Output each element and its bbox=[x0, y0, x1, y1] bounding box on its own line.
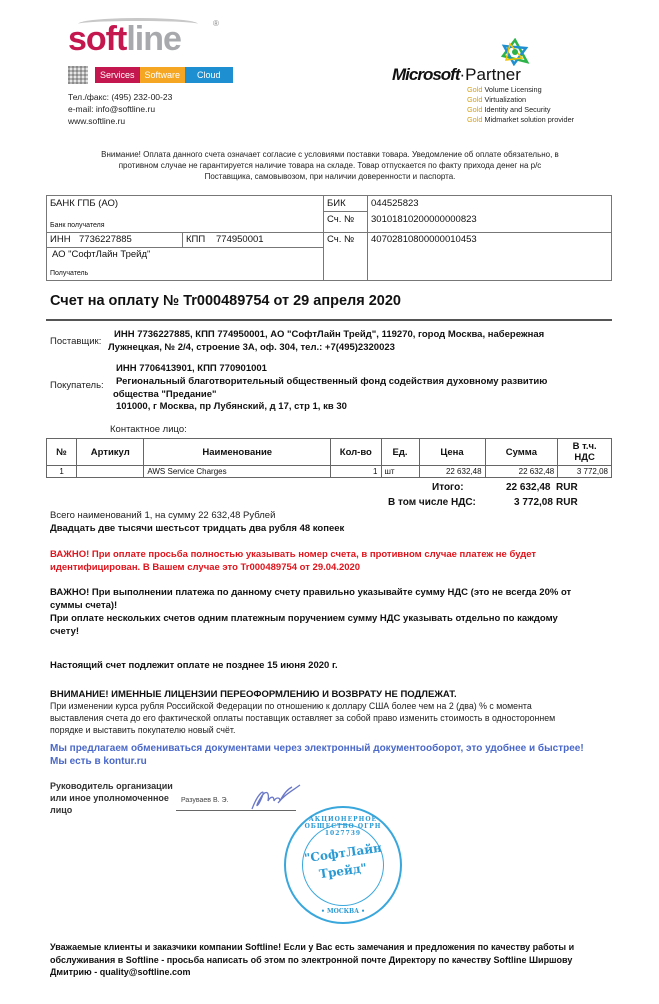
cell-sum: 22 632,48 bbox=[485, 466, 558, 478]
corr-account-value: 30101810200000000823 bbox=[371, 214, 477, 225]
supplier-label: Поставщик: bbox=[50, 336, 102, 347]
competency-item: Gold Midmarket solution provider bbox=[467, 115, 575, 124]
stamp-center-2: Трейд" bbox=[318, 860, 368, 882]
signatory-role: Руководитель организации или иное уполномоченное лицо bbox=[50, 781, 173, 815]
invoice-title: Счет на оплату № Tr000489754 от 29 апреля 2020 bbox=[50, 293, 401, 309]
vat-warning-4: счету! bbox=[50, 626, 80, 637]
competency-item: Gold Volume Licensing bbox=[467, 85, 542, 94]
items-summary: Всего наименований 1, на сумму 22 632,48 Рублей bbox=[50, 510, 276, 521]
title-divider bbox=[46, 319, 612, 321]
cell-price: 22 632,48 bbox=[419, 466, 485, 478]
inn-value: 7736227885 bbox=[79, 234, 132, 245]
service-tags bbox=[95, 67, 233, 83]
vat-warning-3: При оплате нескольких счетов одним платежным поручением сумму НДС указывать отдельно по каждому bbox=[50, 613, 558, 624]
edo-offer: Мы предлагаем обмениваться документами через электронный документооборот, это удобнее и быстрее! bbox=[50, 743, 584, 754]
col-vat: В т.ч. НДС bbox=[558, 439, 612, 466]
partner-competencies bbox=[467, 85, 574, 125]
col-unit: Ед. bbox=[381, 439, 419, 466]
recipient-name: АО "СофтЛайн Трейд" bbox=[52, 249, 151, 260]
stamp-ring-top: АКЦИОНЕРНОЕ ОБЩЕСТВО ОГРН 1027739 bbox=[304, 816, 382, 837]
payment-notice: Внимание! Оплата данного счета означает согласие с условиями поставки товара. Уведомление об оплате обязательно, в противном случае не гарантируется наличие товара на складе. Товар отпускается по факту прихода денег на р/с Поставщика, самовывозом, при наличии доверенности и паспорта. bbox=[101, 150, 559, 181]
buyer-line-3: общества "Предание" bbox=[113, 389, 217, 400]
stamp-center-1: "СофтЛайн bbox=[303, 840, 383, 866]
competency-item: Gold Identity and Security bbox=[467, 105, 551, 114]
invoice-number-warning-1: ВАЖНО! При оплате просьба полностью указывать номер счета, в противном случае платеж не будет bbox=[50, 549, 537, 560]
tag-software: Software bbox=[140, 67, 186, 83]
signatory-name: Разуваев В. Э. bbox=[181, 797, 229, 804]
quality-footer: Уважаемые клиенты и заказчики компании Softline! Если у Вас есть замечания и предложения по качеству работы и обслуживания в Softline - просьба написать об этом по электронной почте Директору по качеству Softline Ширшову Дмитрию - quality@softline.com bbox=[50, 942, 575, 977]
softline-logo: softline bbox=[68, 20, 181, 58]
website: www.softline.ru bbox=[68, 116, 126, 126]
license-warning: ВНИМАНИЕ! ИМЕННЫЕ ЛИЦЕНЗИИ ПЕРЕОФОРМЛЕНИЮ И ВОЗВРАТУ НЕ ПОДЛЕЖАТ. bbox=[50, 689, 457, 700]
company-contacts bbox=[68, 91, 172, 127]
bank-details-table bbox=[46, 195, 612, 281]
col-article: Артикул bbox=[77, 439, 144, 466]
bank-label: Банк получателя bbox=[50, 222, 105, 229]
phone: Тел./факс: (495) 232-00-23 bbox=[68, 92, 173, 102]
registered-mark: ® bbox=[213, 19, 219, 28]
handwritten-signature-icon bbox=[248, 783, 308, 813]
kpp-label: КПП bbox=[186, 234, 206, 245]
buyer-line-4: 101000, г Москва, пр Лубянский, д 17, стр 1, кв 30 bbox=[116, 401, 347, 412]
exchange-rate-note-1: При изменении курса рубля Российской Федерации по отношению к доллару США более чем на 2 (два) % с момента bbox=[50, 701, 532, 711]
stamp-ring-bottom: • МОСКВА • bbox=[321, 908, 365, 915]
cell-qty: 1 bbox=[331, 466, 381, 478]
corr-account-label: Сч. № bbox=[327, 214, 355, 225]
bik-value: 044525823 bbox=[371, 198, 419, 209]
total-currency: RUR bbox=[556, 482, 578, 493]
tag-services: Services bbox=[95, 67, 140, 83]
edo-kontur-link[interactable]: Мы есть в kontur.ru bbox=[50, 756, 147, 767]
bik-label: БИК bbox=[327, 198, 346, 209]
account-value: 40702810800000010453 bbox=[371, 234, 477, 245]
exchange-rate-note-3: порядке и выставить покупателю новый счёт. bbox=[50, 725, 236, 735]
tag-cloud: Cloud bbox=[185, 67, 233, 83]
col-number: № bbox=[47, 439, 77, 466]
col-qty: Кол-во bbox=[331, 439, 381, 466]
invoice-number-warning-2: идентифицирован. В Вашем случае это Tr000489754 от 29.04.2020 bbox=[50, 562, 361, 573]
inn-label: ИНН bbox=[50, 234, 71, 245]
cell-number: 1 bbox=[47, 466, 77, 478]
items-table bbox=[46, 438, 612, 478]
vat-currency: RUR bbox=[556, 497, 578, 508]
supplier-line-2: Лужнецкая, № 2/4, строение 3А, оф. 304, тел.: +7(495)2320023 bbox=[108, 342, 395, 353]
vat-label: В том числе НДС: bbox=[388, 497, 476, 508]
amount-in-words: Двадцать две тысячи шестьсот тридцать два рубля 48 копеек bbox=[50, 523, 345, 534]
table-row bbox=[47, 466, 612, 478]
vat-value: 3 772,08 bbox=[514, 497, 553, 508]
recipient-label: Получатель bbox=[50, 270, 89, 277]
supplier-line-1: ИНН 7736227885, КПП 774950001, АО "СофтЛайн Трейд", 119270, город Москва, набережная bbox=[114, 329, 545, 340]
company-stamp bbox=[284, 806, 402, 924]
contact-person-label: Контактное лицо: bbox=[110, 424, 187, 435]
kpp-value: 774950001 bbox=[216, 234, 264, 245]
email: e-mail: info@softline.ru bbox=[68, 104, 156, 114]
exchange-rate-note-2: выставления счета до его фактической оплаты поставщик оставляет за собой право изменить стоимость в одностороннем bbox=[50, 713, 556, 723]
buyer-label: Покупатель: bbox=[50, 380, 104, 391]
total-label: Итого: bbox=[432, 482, 464, 493]
cell-vat: 3 772,08 bbox=[558, 466, 612, 478]
cell-unit: шт bbox=[381, 466, 419, 478]
vat-warning-1: ВАЖНО! При выполнении платежа по данному счету правильно указывайте сумму НДС (это не всегда 20% от bbox=[50, 587, 572, 598]
cell-article bbox=[77, 466, 144, 478]
col-sum: Сумма bbox=[485, 439, 558, 466]
table-header-row bbox=[47, 439, 612, 466]
competency-item: Gold Virtualization bbox=[467, 95, 527, 104]
col-price: Цена bbox=[419, 439, 485, 466]
col-name: Наименование bbox=[144, 439, 331, 466]
cell-name: AWS Service Charges bbox=[144, 466, 331, 478]
total-value: 22 632,48 bbox=[506, 482, 551, 493]
bank-name: БАНК ГПБ (АО) bbox=[50, 198, 119, 209]
microsoft-partner-title: Microsoft·Partner bbox=[392, 65, 521, 84]
account-label: Сч. № bbox=[327, 234, 355, 245]
buyer-line-1: ИНН 7706413901, КПП 770901001 bbox=[116, 363, 267, 374]
payment-deadline: Настоящий счет подлежит оплате не позднее 15 июня 2020 г. bbox=[50, 660, 338, 671]
vat-warning-2: суммы счета)! bbox=[50, 600, 118, 611]
microsoft-partner-star-icon bbox=[500, 38, 530, 66]
qr-code-icon bbox=[68, 66, 88, 84]
buyer-line-2: Региональный благотворительный общественный фонд содействия духовному развитию bbox=[116, 376, 548, 387]
